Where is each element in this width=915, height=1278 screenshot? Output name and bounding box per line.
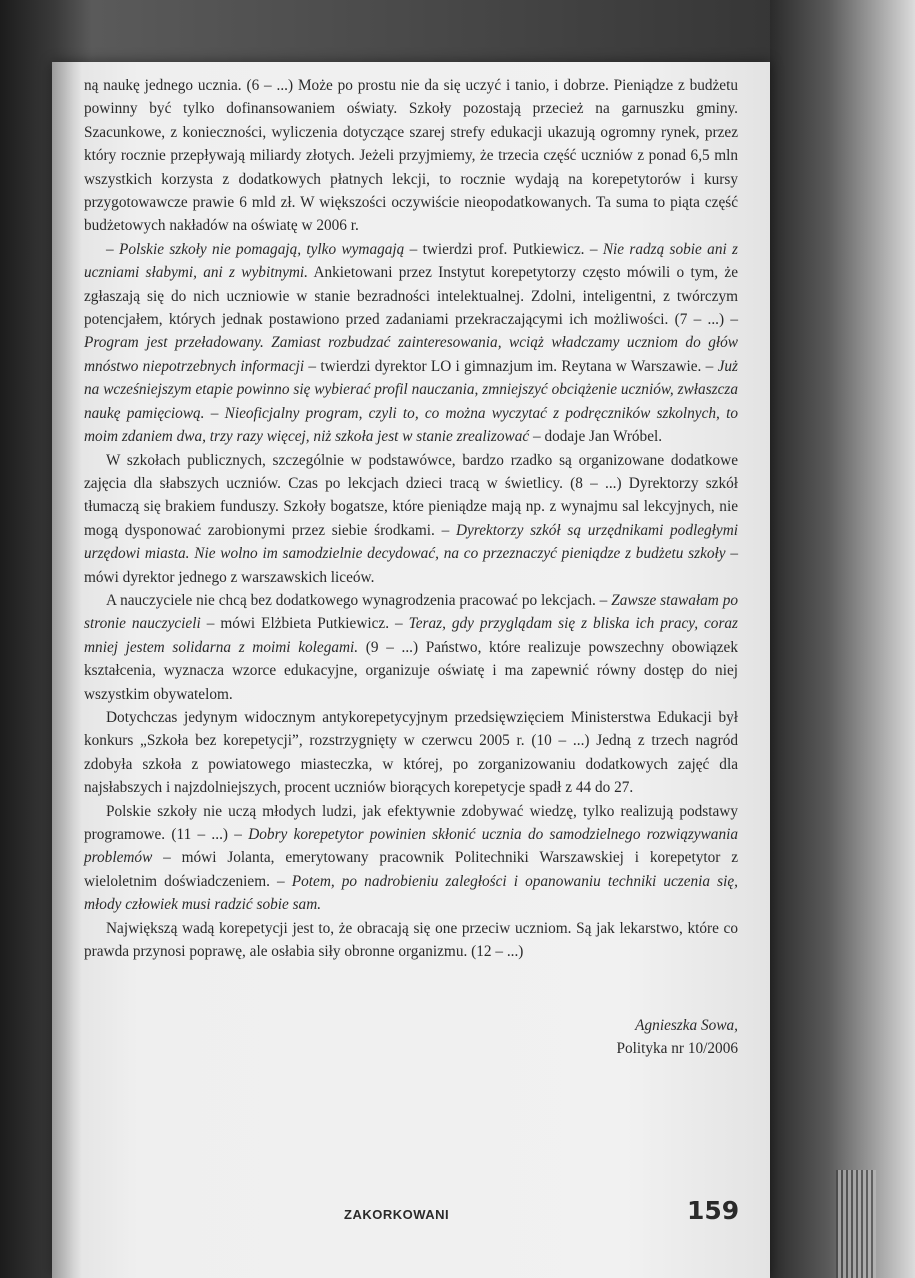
paragraph <box>84 706 738 800</box>
text-segment: Polskie szkoły nie uczą młodych ludzi, jak efektywnie zdobywać wiedzę, tylko realizują podstawy programowe. (11 – ...) – <box>84 802 738 843</box>
text-segment: W szkołach publicznych, szczególnie w podstawówce, bardzo rzadko są organizowane dodatkowe zajęcia dla słabszych uczniów. Czas po lekcjach dzieci tracą w świetlicy. (8 – ...) Dyrektorzy szkół tłumaczą się brakiem funduszy. Szkoły bogatsze, które pieniądze mają np. z wynajmu sal lekcyjnych, nie mogą dysponować zarobionymi przez siebie środkami. – <box>84 451 738 539</box>
paragraph <box>84 800 738 917</box>
quote-segment: Już na wcześniejszym etapie powinno się wybierać profil nauczania, zmniejszyć obciążenie uczniów, zwłaszcza naukę pamięciową. – Nieoficjalny program, czyli to, co można wyczytać z podręczników szkolnych, to moim zdaniem dwa, trzy razy więcej, niż szkoła jest w stanie zrealizować <box>84 357 738 446</box>
paragraph <box>84 917 738 964</box>
quote-segment: Polskie szkoły nie pomagają, tylko wymagają <box>118 240 405 258</box>
text-segment: – <box>106 240 119 258</box>
signature-block <box>438 1014 738 1060</box>
page-spine-shadow <box>52 62 82 1278</box>
quote-segment: Dobry korepetytor powinien skłonić ucznia do samodzielnego rozwiązywania problemów <box>84 826 738 867</box>
text-segment: A nauczyciele nie chcą bez dodatkowego wynagrodzenia pracować po lekcjach. – <box>106 591 612 609</box>
article-body <box>84 74 738 963</box>
page-edge-stack <box>836 1170 876 1278</box>
paragraph <box>84 589 738 706</box>
text-segment: Ankietowani przez Instytut korepetytorzy często mówili o tym, że zgłaszają się do nich uczniowie w stanie bezradności intelektualnej. Zdolni, inteligentni, z twórczym potencjałem, których jednak postawiono przed zadaniami przekraczającymi ich możliwości. (7 – ...) – <box>84 264 738 329</box>
source-citation: Polityka nr 10/2006 <box>616 1040 738 1057</box>
text-segment: Dotychczas jedynym widocznym antykorepetycyjnym przedsięwzięciem Ministerstwa Edukacji był konkurs „Szkoła bez korepetycji”, rozstrzygnięty w czerwcu 2005 r. (10 – ...) Jedną z trzech nagród zdobyła szkoła z powiatowego miasteczka, w której, po zorganizowaniu dodatkowych zajęć dla najsłabszych i najzdolniejszych, procent uczniów biorących korepetycje spadł z 44 do 27. <box>84 708 738 797</box>
quote-segment: Potem, po nadrobieniu zaległości i opanowaniu techniki uczenia się, młody człowiek musi radzić sobie sam. <box>84 872 738 914</box>
quote-segment: Program jest przeładowany. Zamiast rozbudzać zainteresowania, wciąż władczamy uczniom do głów mnóstwo niepotrzebnych informacji <box>84 334 738 375</box>
quote-segment: Teraz, gdy przyglądam się z bliska ich pracy, coraz mniej jestem solidarna z moimi kolegami. <box>84 615 738 656</box>
text-segment: (9 – ...) Państwo, które realizuje powszechny obowiązek kształcenia, wyznacza wzorce edukacyjne, organizuje oświatę i ma zapewnić równy dostęp do niej wszystkim obywatelom. <box>84 638 738 703</box>
running-footer-title: ZAKORKOWANI <box>344 1207 450 1222</box>
page-number: 159 <box>687 1196 740 1225</box>
quote-segment: Zawsze stawałam po stronie nauczycieli <box>84 591 739 633</box>
text-segment: – mówi dyrektor jednego z warszawskich liceów. <box>84 545 738 586</box>
quote-segment: Nie radzą sobie ani z uczniami słabymi, ani z wybitnymi. <box>84 240 738 282</box>
author-name: Agnieszka Sowa, <box>635 1017 738 1034</box>
background-edge <box>770 0 915 1278</box>
paragraph <box>84 74 738 238</box>
text-segment: ną naukę jednego ucznia. (6 – ...) Może po prostu nie da się uczyć i tanio, i dobrze. Pieniądze z budżetu powinny być tylko dofinansowaniem oświaty. Szkoły pozostają przecież na garnuszku gminy. Szacunkowe, z konieczności, wyliczenia dotyczące szarej strefy edukacji ukazują ogromny rynek, przez który rocznie przepływają miliardy złotych. Jeżeli przyjmiemy, że trzecia część uczniów z ponad 6,5 mln wszystkich korzysta z dodatkowych płatnych lekcji, to rocznie wydają na korepetytorów i kursy przygotowawcze prawie 6 mld zł. W większości oczywiście nieopodatkowanych. Ta suma to piąta część budżetowych nakładów na oświatę w 2006 r. <box>84 77 738 235</box>
text-segment: – mówi Elżbieta Putkiewicz. – <box>200 615 409 633</box>
text-segment: – dodaje Jan Wróbel. <box>529 428 663 446</box>
text-segment: – twierdzi dyrektor LO i gimnazjum im. Reytana w Warszawie. – <box>304 357 718 375</box>
text-segment: Największą wadą korepetycji jest to, że obracają się one przeciw uczniom. Są jak lekarstwo, które co prawda przynosi poprawę, ale osłabia siły obronne organizmu. (12 – ...) <box>84 919 738 961</box>
paragraph <box>84 238 738 449</box>
text-segment: – mówi Jolanta, emerytowany pracownik Politechniki Warszawskiej i korepetytor z wieloletnim doświadczeniem. – <box>84 849 738 890</box>
paragraph <box>84 449 738 589</box>
quote-segment: Dyrektorzy szkół są urzędnikami podległymi urzędowi miasta. Nie wolno im samodzielnie decydować, na co przeznaczyć pieniądze z budżetu szkoły <box>84 521 739 563</box>
text-segment: – twierdzi prof. Putkiewicz. – <box>404 240 603 258</box>
